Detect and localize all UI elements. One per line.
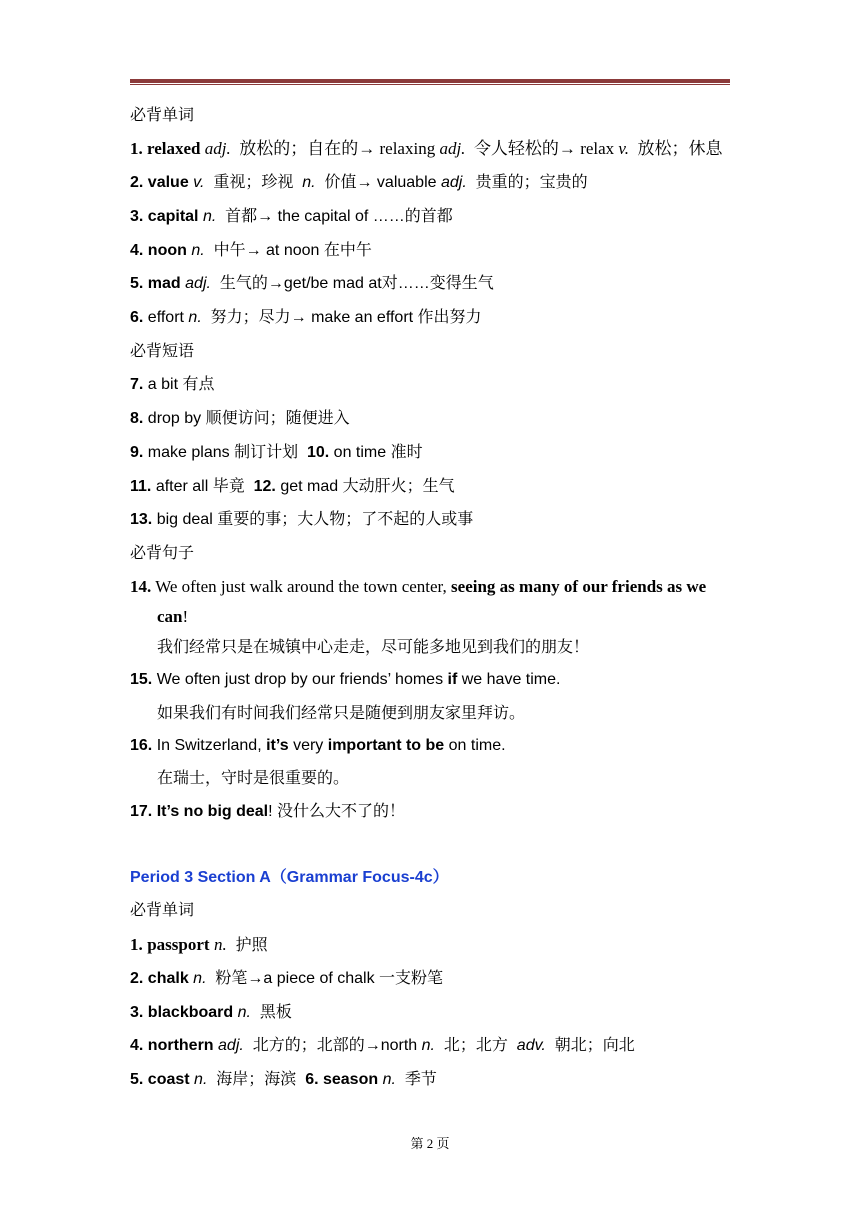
heading-sentences: 必背句子 [130,545,195,562]
vocab-line-6: 6. effort n. 努力；尽力→ make an effort 作出努力 [130,309,482,326]
heading-words-2: 必背单词 [130,902,195,919]
vocab2-line-5: 5. coast n. 海岸；海滨 6. season n. 季节 [130,1071,437,1088]
sentence-15: 15. We often just drop by our friends’ homes if we have time. [130,671,561,688]
sentence-15-translation: 如果我们有时间我们经常只是随便到朋友家里拜访。 [157,705,526,722]
phrase-line-7: 7. a bit 有点 [130,376,215,393]
vocab2-line-1: 1. passport n. 护照 [130,935,268,954]
phrase-line-8: 8. drop by 顺便访问；随便进入 [130,410,350,427]
vocab-line-1: 1. relaxed adj. 放松的；自在的→ relaxing adj. 令人轻松的→ relax v. 放松；休息 [130,139,723,158]
vocab2-line-4: 4. northern adj. 北方的；北部的→north n. 北；北方 adv. 朝北；向北 [130,1037,635,1054]
phrase-line-9: 9. make plans 制订计划 10. on time 准时 [130,444,423,461]
page-number: 第 2 页 [410,1136,450,1151]
vocab-line-5: 5. mad adj. 生气的→get/be mad at对……变得生气 [130,275,494,292]
vocab2-line-2: 2. chalk n. 粉笔→a piece of chalk 一支粉笔 [130,970,444,987]
vocab-line-4: 4. noon n. 中午→ at noon 在中午 [130,242,372,259]
sentence-16: 16. In Switzerland, it’s very important to be on time. [130,737,506,754]
heading-words: 必背单词 [130,107,195,124]
phrase-line-13: 13. big deal 重要的事；大人物；了不起的人或事 [130,511,474,528]
sentence-14-translation: 我们经常只是在城镇中心走走，尽可能多地见到我们的朋友！ [157,639,590,656]
header-rule-thick [130,79,730,83]
heading-phrases: 必背短语 [130,343,195,360]
arrow-icon: → [247,970,264,987]
sentence-14-line-1: 14. We often just walk around the town center, seeing as many of our friends as we [130,577,707,596]
sentence-14-line-2: can! [157,607,189,626]
section-title: Period 3 Section A（Grammar Focus-4c） [130,869,449,886]
sentence-17: 17. It’s no big deal! 没什么大不了的！ [130,803,406,820]
vocab2-line-3: 3. blackboard n. 黑板 [130,1004,292,1021]
phrase-line-11: 11. after all 毕竟 12. get mad 大动肝火；生气 [130,478,455,495]
sentence-16-translation: 在瑞士，守时是很重要的。 [157,770,350,787]
arrow-icon: → [364,1037,381,1054]
vocab-line-3: 3. capital n. 首都→ the capital of ……的首都 [130,208,453,225]
vocab-line-2: 2. value v. 重视；珍视 n. 价值→ valuable adj. 贵重的；宝贵的 [130,174,588,191]
header-rule-thin [130,84,730,85]
